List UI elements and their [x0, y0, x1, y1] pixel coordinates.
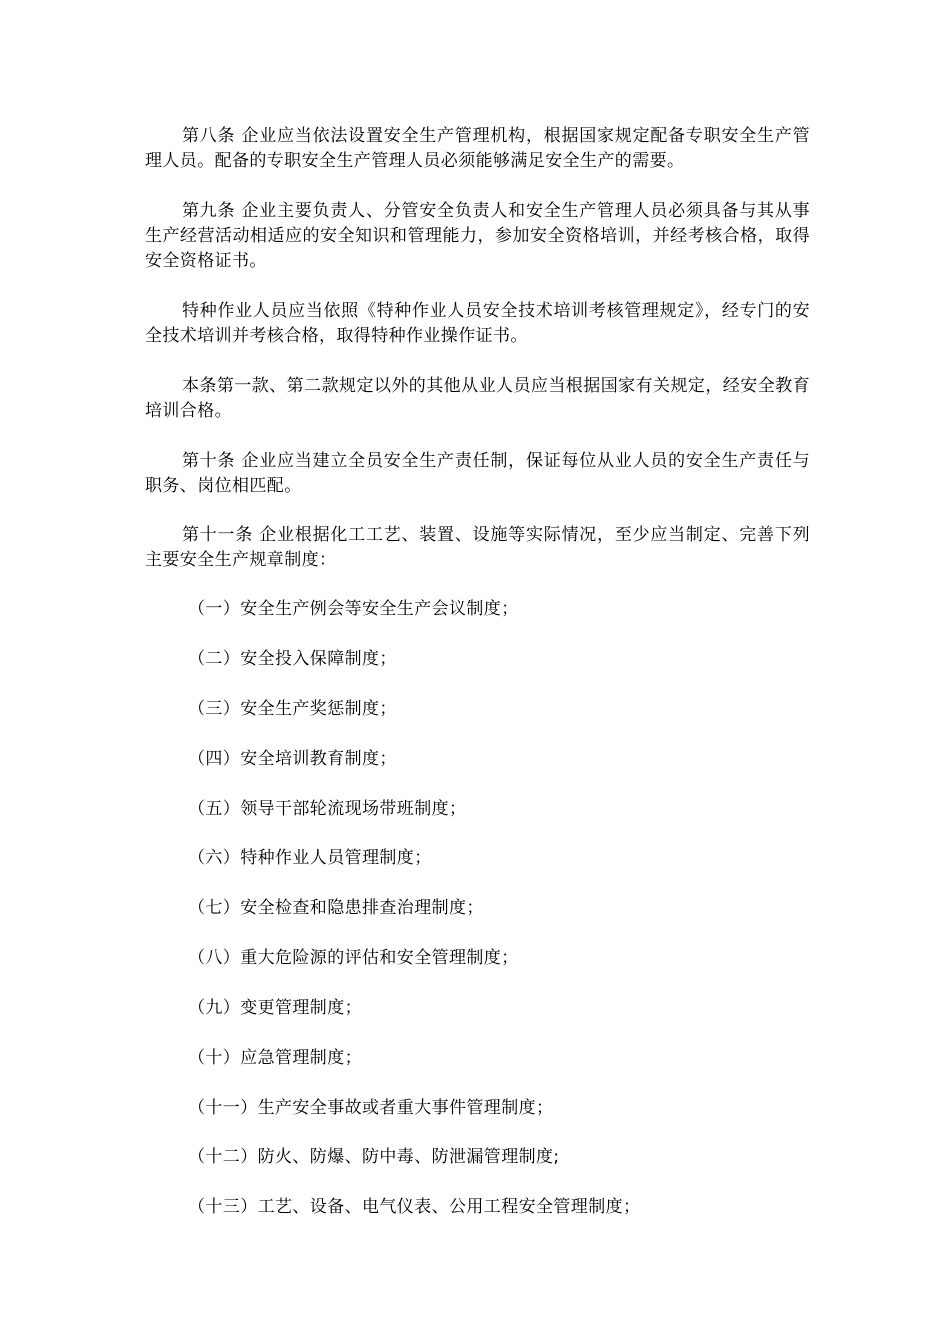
article-9-special-operators-paragraph: 特种作业人员应当依照《特种作业人员安全技术培训考核管理规定》，经专门的安全技术培训并考核合格，取得特种作业操作证书。: [145, 301, 810, 346]
list-item: （十二）防火、防爆、防中毒、防泄漏管理制度;: [188, 1147, 560, 1167]
list-item: （六）特种作业人员管理制度；: [188, 848, 432, 868]
article-8-paragraph: 第八条 企业应当依法设置安全生产管理机构，根据国家规定配备专职安全生产管理人员。配备的专职安全生产管理人员必须能够满足安全生产的需要。: [145, 126, 810, 171]
article-11-paragraph: 第十一条 企业根据化工工艺、装置、设施等实际情况，至少应当制定、完善下列主要安全生产规章制度：: [145, 525, 810, 570]
list-item: （二）安全投入保障制度；: [188, 649, 397, 669]
list-item: （八）重大危险源的评估和安全管理制度；: [188, 948, 519, 968]
list-item: （一）安全生产例会等安全生产会议制度；: [188, 599, 519, 619]
article-9-paragraph: 第九条 企业主要负责人、分管安全负责人和安全生产管理人员必须具备与其从事生产经营活动相适应的安全知识和管理能力，参加安全资格培训，并经考核合格，取得安全资格证书。: [145, 201, 810, 271]
list-item: （四）安全培训教育制度；: [188, 749, 397, 769]
article-9-other-staff-paragraph: 本条第一款、第二款规定以外的其他从业人员应当根据国家有关规定，经安全教育培训合格。: [145, 376, 810, 421]
list-item: （五）领导干部轮流现场带班制度；: [188, 799, 467, 819]
article-10-paragraph: 第十条 企业应当建立全员安全生产责任制，保证每位从业人员的安全生产责任与职务、岗位相匹配。: [145, 451, 810, 496]
list-item: （十三）工艺、设备、电气仪表、公用工程安全管理制度；: [188, 1197, 641, 1217]
list-item: （七）安全检查和隐患排查治理制度；: [188, 898, 484, 918]
list-item: （十）应急管理制度；: [188, 1048, 362, 1068]
list-item: （三）安全生产奖惩制度；: [188, 699, 397, 719]
list-item: （十一）生产安全事故或者重大事件管理制度；: [188, 1098, 554, 1118]
list-item: （九）变更管理制度；: [188, 998, 362, 1018]
